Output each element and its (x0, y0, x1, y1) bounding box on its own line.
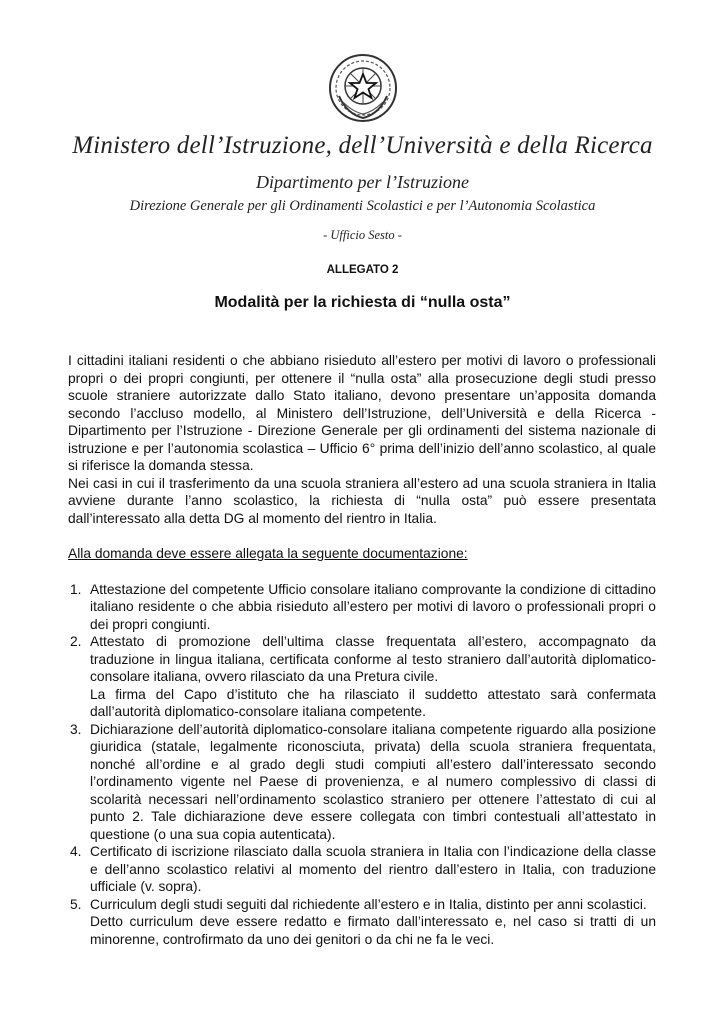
list-text: Attestazione del competente Ufficio consolare italiano comprovante la condizione di cittadino italiano residente o che abbia risieduto all’estero per motivi di lavoro o professionali propri o dei propri congiunti. (90, 581, 656, 632)
ministry-heading: Ministero dell’Istruzione, dell’Università e della Ricerca (72, 132, 653, 159)
documentation-heading: Alla domanda deve essere allegata la seguente documentazione: (68, 546, 468, 561)
list-text: Attestato di promozione dell’ultima classe frequentata all’estero, accompagnato da traduzione in lingua italiana, certificata conforme al testo straniero dall’autorità diplomatico-consolare italiana, ovvero rilasciato da una Pretura civile. (90, 634, 656, 684)
list-extra-text: Detto curriculum deve essere redatto e firmato dall’interessato e, nel caso si tratti di un minorenne, controfirmato da uno dei genitori o da chi ne fa le veci. (90, 914, 656, 947)
list-item (68, 843, 656, 896)
list-number: 4. (70, 844, 82, 859)
list-item (68, 581, 656, 634)
italian-republic-emblem-icon (327, 52, 399, 124)
list-text: Certificato di iscrizione rilasciato dalla scuola straniera in Italia con l’indicazione della classe e dell’anno scolastico relativi al momento del rientro dall’estero in Italia, con traduzione ufficiale (v. sopra). (90, 844, 656, 894)
document-title: Modalità per la richiesta di “nulla osta” (214, 294, 511, 311)
list-number: 2. (70, 634, 82, 649)
list-text: Curriculum degli studi seguiti dal richiedente all’estero e in Italia, distinto per anni scolastici. (90, 896, 647, 912)
department-heading: Dipartimento per l’Istruzione (256, 172, 469, 192)
document-body (68, 352, 656, 948)
documentation-list (68, 581, 656, 949)
allegato-label: ALLEGATO 2 (326, 264, 399, 276)
paragraph: I cittadini italiani residenti o che abbiano risieduto all’estero per motivi di lavoro o professionali propri o dei propri congiunti, per ottenere il “nulla osta” alla prosecuzione degli studi presso scuole straniere autorizzate dallo Stato italiano, devono presentare un’apposita domanda secondo l’accluso modello, al Ministero dell’Istruzione, dell’Università e della Ricerca - Dipartimento per l’Istruzione - Direzione Generale per gli ordinamenti del sistema nazionale di istruzione e per l’autonomia scolastica – Ufficio 6° prima dell’inizio dell’anno scolastico, al quale si riferisce la domanda stessa. (68, 353, 656, 473)
list-number: 3. (70, 721, 82, 737)
list-text: Dichiarazione dell’autorità diplomatico-consolare italiana competente riguardo alla posizione giuridica (statale, legalmente riconosciuta, privata) della scuola straniera frequentata, nonché all’ordine e al grado degli studi compiuti all’estero dall’interessato secondo l’ordinamento vigente nel Paese di provenienza, e al numero complessivo di classi di scolarità necessari nell’ordinamento scolastico straniero per ottenere l’attestato di cui al punto 2. Tale dichiarazione deve essere collegata con timbri contestuali all’attestato in questione (o una sua copia autenticata). (90, 721, 656, 842)
list-item (68, 633, 656, 721)
list-item (68, 896, 656, 949)
list-extra-text: La firma del Capo d’istituto che ha rilasciato il suddetto attestato sarà confermata dall’autorità diplomatico-consolare italiana competente. (90, 686, 656, 719)
list-number: 5. (70, 896, 82, 912)
office-heading: - Ufficio Sesto - (323, 228, 402, 242)
list-number: 1. (70, 581, 82, 597)
list-item (68, 721, 656, 844)
directorate-heading: Direzione Generale per gli Ordinamenti Scolastici e per l’Autonomia Scolastica (129, 198, 596, 214)
paragraph: Nei casi in cui il trasferimento da una scuola straniera all’estero ad una scuola straniera in Italia avviene durante l’anno scolastico, la richiesta di “nulla osta” può essere presentata dall’interessato alla detta DG al momento del rientro in Italia. (68, 475, 656, 526)
